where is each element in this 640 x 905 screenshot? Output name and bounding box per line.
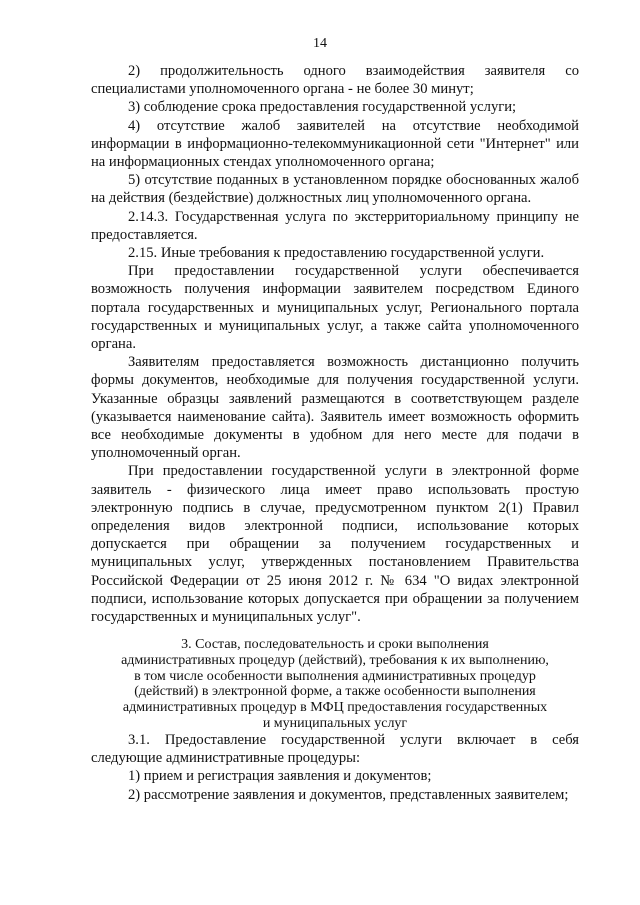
section-heading-line: в том числе особенности выполнения административных процедур [134,668,536,684]
paragraph-duration: 2) продолжительность одного взаимодействия заявителя со специалистами уполномоченного органа - не более 30 минут; [91,63,579,98]
paragraph-no-complaints-info: 4) отсутствие жалоб заявителей на отсутствие необходимой информации в информационно-телекоммуникационной сети "Интернет" или на информационных стендах уполномоченного органа; [91,117,579,171]
body-text-top [91,62,579,626]
paragraph-deadline: 3) соблюдение срока предоставления государственной услуги; [128,99,517,116]
page-number: 14 [313,36,327,51]
section-heading-line: 3. Состав, последовательность и сроки выполнения [181,637,489,652]
paragraph-procedures-intro: 3.1. Предоставление государственной услуги включает в себя следующие административные процедуры: [91,732,579,767]
paragraph-remote-forms: Заявителям предоставляется возможность дистанционно получить формы документов, необходимые для получения государственной услуги. Указанные образцы заявлений размещаются в соответствующем разделе (указывается наименование сайта). Заявитель имеет возможность оформить все необходимые документы в удобном для него месте для подачи в уполномоченный орган. [91,354,579,462]
paragraph-portal-info: При предоставлении государственной услуги обеспечивается возможность получения информации заявителем посредством Единого портала государственных и муниципальных услуг, Регионального портала государственных и муниципальных услуг, а также сайта уполномоченного органа. [91,263,579,353]
paragraph-electronic-signature: При предоставлении государственной услуги в электронной форме заявитель - физического лица имеет право использовать простую электронную подпись в случае, предусмотренном пунктом 2(1) Правил определения видов электронной подписи, использование которых допускается при обращении за получением государственных и муниципальных услуг, утвержденных постановлением Правительства Российской Федерации от 25 июня 2012 г. № 634 "О видах электронной подписи, использование которых допускается при обращении за получением государственных и муниципальных услуг". [91,463,579,626]
paragraph-no-complaints-actions: 5) отсутствие поданных в установленном порядке обоснованных жалоб на действия (бездействие) должностных лиц уполномоченного органа. [91,172,579,207]
section-heading-line: административных процедур (действий), требования к их выполнению, [121,652,549,668]
paragraph-extraterritorial: 2.14.3. Государственная услуга по экстерриториальному принципу не предоставляется. [91,208,579,243]
section-heading [91,637,579,732]
body-text-bottom [91,731,579,804]
paragraph-other-requirements: 2.15. Иные требования к предоставлению государственной услуги. [128,245,545,262]
section-heading-line: (действий) в электронной форме, а также особенности выполнения [134,684,536,700]
section-heading-line: административных процедур в МФЦ предоставления государственных [122,700,548,716]
paragraph-procedure-1: 1) прием и регистрация заявления и документов; [128,768,432,785]
paragraph-procedure-2: 2) рассмотрение заявления и документов, представленных заявителем; [128,786,569,803]
section-heading-line: и муниципальных услуг [262,715,408,731]
